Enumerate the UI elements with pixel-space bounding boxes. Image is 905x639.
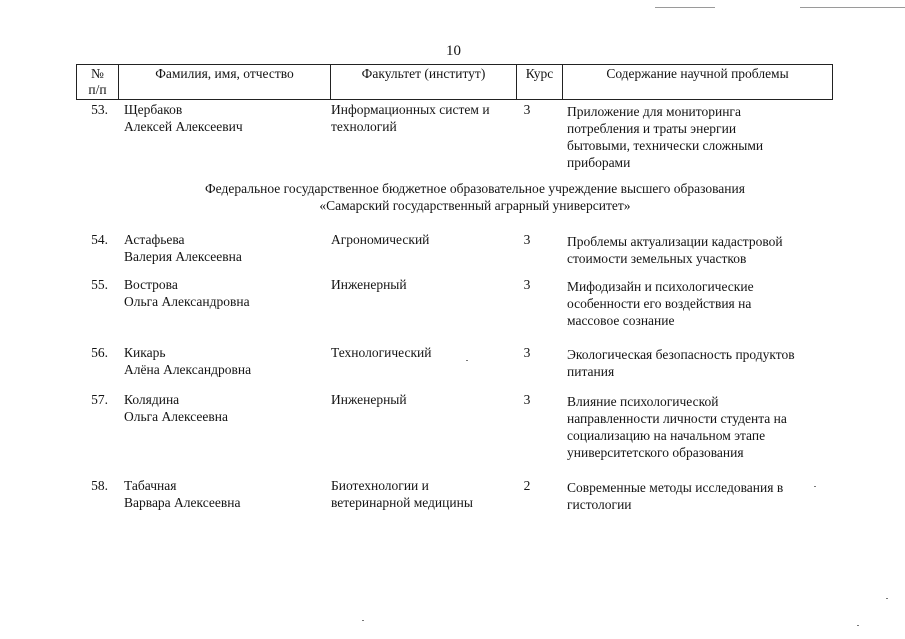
scan-artifact-line <box>800 7 905 8</box>
faculty-name: Инженерный <box>331 277 407 292</box>
scan-speck <box>886 598 888 599</box>
faculty-name: Технологический <box>331 345 432 360</box>
column-header-problem: Содержание научной проблемы <box>563 65 833 100</box>
table-row <box>0 344 905 380</box>
course-number: 3 <box>523 392 531 407</box>
research-problem: Современные методы исследования в гистологии <box>567 480 784 512</box>
scan-speck <box>362 620 364 621</box>
course-number: 3 <box>523 345 531 360</box>
organization-line: «Самарский государственный аграрный университет» <box>319 198 631 213</box>
research-problem: Влияние психологической направленности личности студента на социализацию на начальном этапе университетского образования <box>567 394 787 460</box>
student-name: Щербаков Алексей Алексеевич <box>124 102 243 134</box>
organization-heading <box>100 180 850 214</box>
row-number: 57. <box>91 392 108 407</box>
column-header-course: Курс <box>517 65 563 100</box>
student-name: Табачная Варвара Алексеевна <box>124 478 241 510</box>
page-number: 10 <box>446 43 461 59</box>
column-header-faculty: Факультет (институт) <box>331 65 517 100</box>
course-number: 3 <box>523 277 531 292</box>
table-header <box>76 64 833 100</box>
course-number: 3 <box>523 232 531 247</box>
scan-speck <box>857 625 859 626</box>
faculty-name: Информационных систем и технологий <box>331 102 490 134</box>
research-problem: Мифодизайн и психологические особенности его воздействия на массовое сознание <box>567 279 754 328</box>
student-name: Вострова Ольга Александровна <box>124 277 250 309</box>
row-number: 55. <box>91 277 108 292</box>
student-name: Кикарь Алёна Александровна <box>124 345 252 377</box>
student-name: Астафьева Валерия Алексеевна <box>124 232 242 264</box>
table-row <box>0 477 905 513</box>
table-row <box>0 276 905 331</box>
column-header-number: № п/п <box>77 65 119 100</box>
scan-artifact-line <box>655 7 715 8</box>
faculty-name: Инженерный <box>331 392 407 407</box>
research-problem: Приложение для мониторинга потребления и траты энергии бытовыми, технически сложными приборами <box>567 104 764 170</box>
table-row <box>0 101 905 171</box>
row-number: 58. <box>91 478 108 493</box>
row-number: 54. <box>91 232 108 247</box>
row-number: 56. <box>91 345 108 360</box>
table-row <box>0 231 905 267</box>
course-number: 3 <box>523 102 531 117</box>
column-header-name: Фамилия, имя, отчество <box>119 65 331 100</box>
table-row <box>0 391 905 463</box>
research-problem: Экологическая безопасность продуктов питания <box>567 347 795 379</box>
row-number: 53. <box>91 102 108 117</box>
student-name: Колядина Ольга Алексеевна <box>124 392 228 424</box>
faculty-name: Биотехнологии и ветеринарной медицины <box>331 478 473 510</box>
course-number: 2 <box>523 478 531 493</box>
faculty-name: Агрономический <box>331 232 430 247</box>
organization-line: Федеральное государственное бюджетное образовательное учреждение высшего образования <box>205 181 745 196</box>
research-problem: Проблемы актуализации кадастровой стоимости земельных участков <box>567 234 783 266</box>
